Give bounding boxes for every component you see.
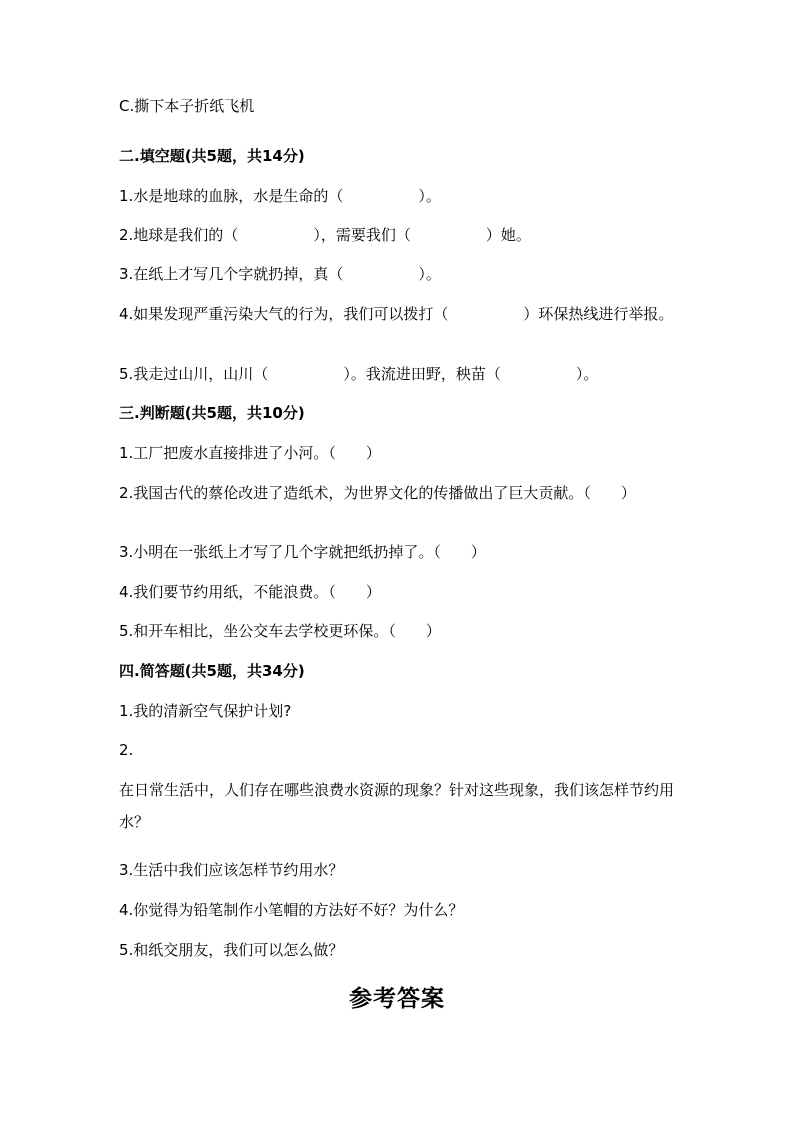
short-question-4: 4.你觉得为铅笔制作小笔帽的方法好不好？为什么？ [119,901,464,919]
fill-question-2: 2.地球是我们的（ ），需要我们（ ）她。 [119,226,531,244]
short-question-2-text: 在日常生活中，人们存在哪些浪费水资源的现象？针对这些现象，我们该怎样节约用水？ [119,781,675,831]
judge-heading: 三.判断题(共5题，共10分) [119,404,305,422]
fill-question-1: 1.水是地球的血脉，水是生命的（ ）。 [119,187,441,205]
judge-question-3: 3.小明在一张纸上才写了几个字就把纸扔掉了。（ ） [119,543,486,561]
fill-question-5: 5.我走过山川，山川（ ）。我流进田野，秧苗（ ）。 [119,365,599,383]
short-question-1: 1.我的清新空气保护计划? [119,702,292,720]
short-question-2-number: 2. [119,741,134,759]
judge-question-5: 5.和开车相比，坐公交车去学校更环保。（ ） [119,622,441,640]
answer-key-title: 参考答案 [349,985,445,1012]
option-c: C.撕下本子折纸飞机 [119,97,255,115]
short-question-3: 3.生活中我们应该怎样节约用水？ [119,861,344,879]
judge-question-2: 2.我国古代的蔡伦改进了造纸术，为世界文化的传播做出了巨大贡献。（ ） [119,484,636,502]
short-question-5: 5.和纸交朋友，我们可以怎么做？ [119,941,344,959]
short-answer-heading: 四.简答题(共5题，共34分) [119,662,305,680]
fill-question-3: 3.在纸上才写几个字就扔掉，真（ ）。 [119,265,441,283]
judge-question-1: 1.工厂把废水直接排进了小河。（ ） [119,444,381,462]
fill-question-4: 4.如果发现严重污染大气的行为，我们可以拨打（ ）环保热线进行举报。 [119,305,674,323]
fill-blank-heading: 二.填空题(共5题，共14分) [119,147,305,165]
judge-question-4: 4.我们要节约用纸，不能浪费。（ ） [119,583,381,601]
